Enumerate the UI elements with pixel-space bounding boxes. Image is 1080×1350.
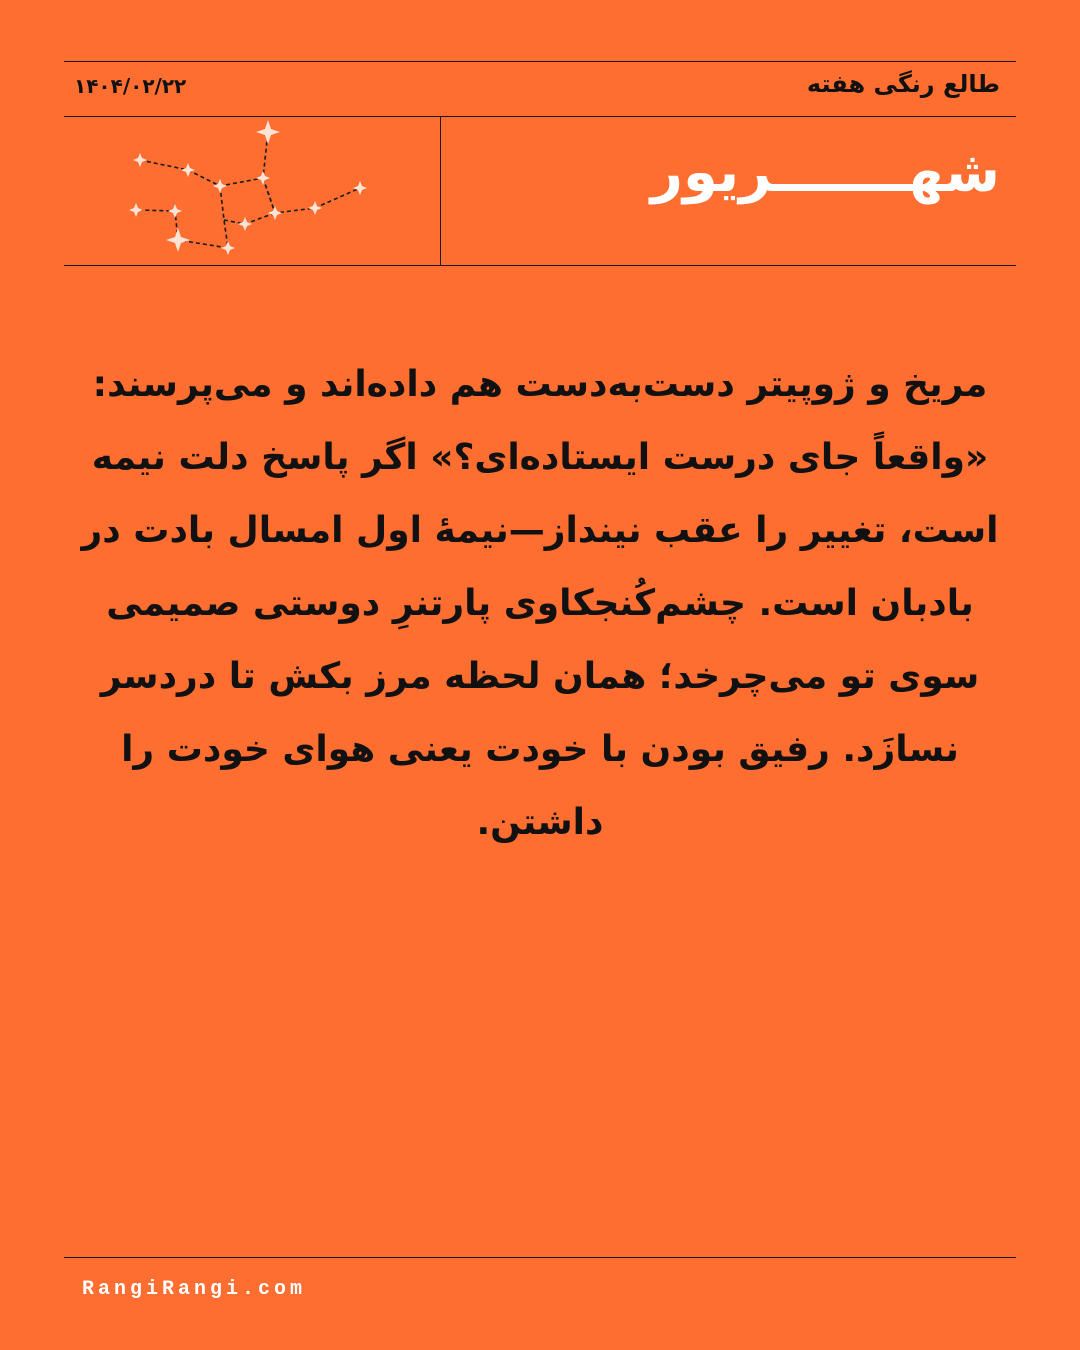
banner-vertical-divider bbox=[440, 117, 441, 265]
footer-divider bbox=[64, 1257, 1016, 1258]
month-name: شهـــــــریور bbox=[650, 140, 1000, 205]
banner-bottom-divider bbox=[64, 265, 1016, 266]
issue-date: ۱۴۰۴/۰۲/۲۲ bbox=[74, 74, 187, 98]
virgo-constellation-icon bbox=[120, 118, 380, 264]
top-divider bbox=[64, 61, 1016, 62]
footer-site: RangiRangi.com bbox=[82, 1278, 307, 1301]
header-divider bbox=[64, 116, 1016, 117]
horoscope-text: مریخ و ژوپیتر دست‌به‌دست هم داده‌اند و می‌پرسند: «واقعاً جای درست ایستاده‌ای؟» اگر پاسخ دلت نیمه است، تغییر را عقب نینداز—نیمهٔ اول امسال بادت در بادبان است. چشم‌کُنجکاوی پارتنرِ دوستی صمیمی سوی تو می‌چرخد؛ همان لحظه مرز بکش تا دردسر نسازَد. رفیق بودن با خودت یعنی هوای خودت را داشتن. bbox=[81, 364, 999, 843]
page-title: طالع رنگی هفته bbox=[806, 70, 1000, 98]
